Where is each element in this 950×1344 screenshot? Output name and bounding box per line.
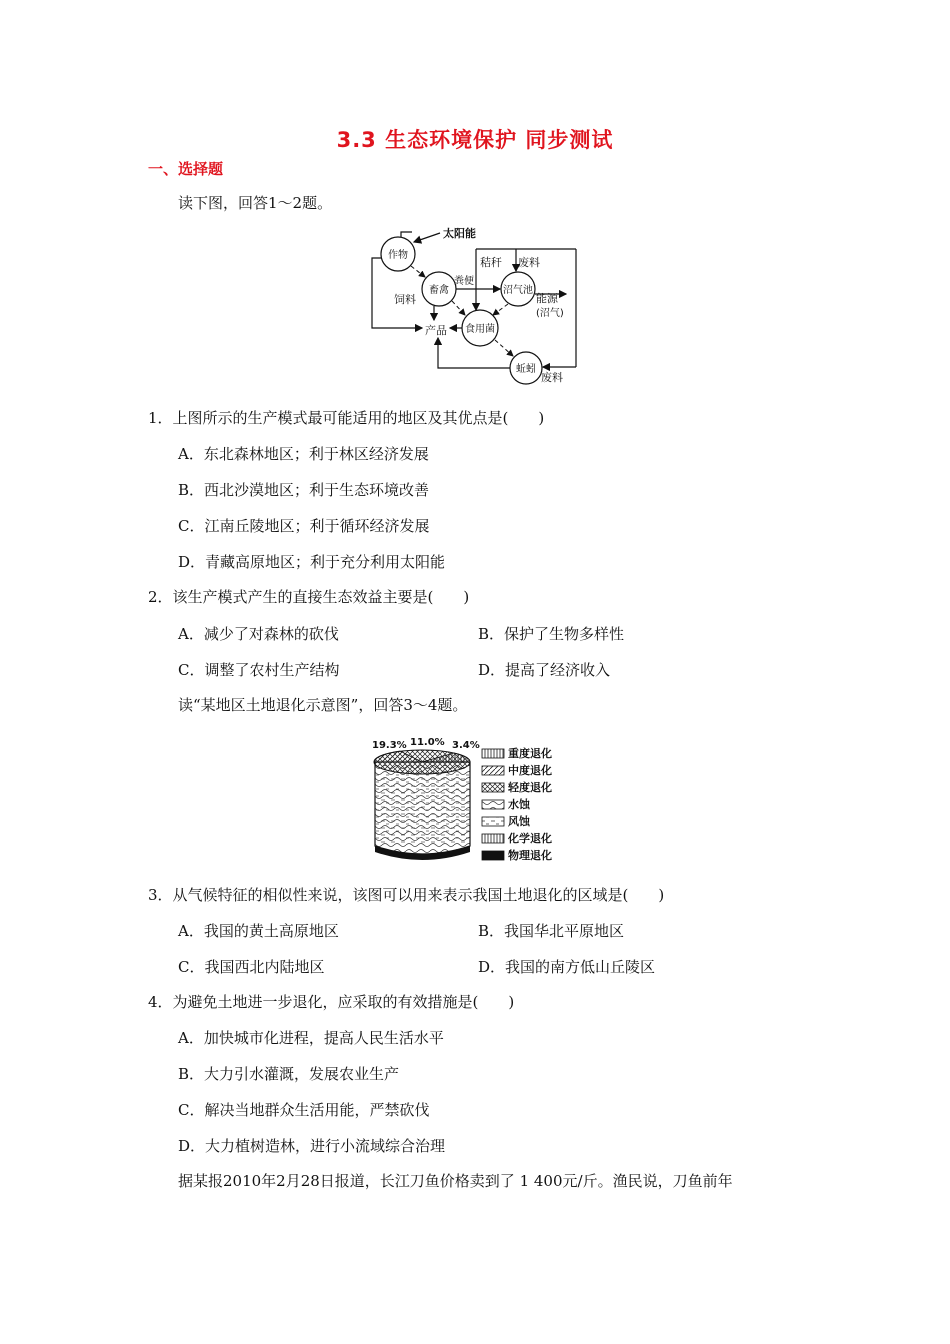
q3-option-a: A．我国的黄土高原地区: [178, 922, 339, 940]
legend-wind: 风蚀: [508, 815, 530, 828]
q4-option-b: B．大力引水灌溉，发展农业生产: [178, 1065, 400, 1083]
legend-swatch-chemical: [482, 834, 504, 843]
legend-moderate: 中度退化: [508, 764, 552, 777]
land-degradation-diagram: [370, 734, 570, 866]
legend-heavy: 重度退化: [508, 747, 552, 760]
biogas-label: (沼气): [536, 308, 564, 319]
earthworm-label: 蚯蚓: [516, 364, 536, 375]
crops-label: 作物: [388, 250, 408, 261]
energy-label: 能源: [536, 292, 558, 305]
q1-option-c: C．江南丘陵地区；利于循环经济发展: [178, 517, 430, 535]
feed-label: 饲料: [394, 293, 416, 306]
q2-option-d: D．提高了经济收入: [478, 661, 611, 679]
q1-option-a: A．东北森林地区；利于林区经济发展: [178, 445, 429, 463]
percent-light: 3.4%: [452, 740, 480, 751]
q2-option-c: C．调整了农村生产结构: [178, 661, 340, 679]
legend-light: 轻度退化: [508, 781, 552, 794]
legend-swatch-heavy: [482, 749, 504, 758]
section-heading: 一、选择题: [148, 160, 224, 178]
legend-chemical: 化学退化: [508, 832, 552, 845]
q1-option-d: D．青藏高原地区；利于充分利用太阳能: [178, 553, 446, 571]
straw-label: 秸秆: [480, 256, 502, 269]
biogas-pit-label: 沼气池: [503, 285, 533, 296]
intro-text-2: 读“某地区土地退化示意图”，回答3～4题。: [178, 696, 468, 714]
q4-option-d: D．大力植树造林，进行小流域综合治理: [178, 1137, 446, 1155]
legend-swatch-light: [482, 783, 504, 792]
waste-label-2: 废料: [541, 371, 563, 384]
question-4: 4．为避免土地进一步退化，应采取的有效措施是( ): [148, 993, 515, 1011]
percent-heavy: 19.3%: [372, 740, 407, 751]
q4-option-a: A．加快城市化进程，提高人民生活水平: [178, 1029, 444, 1047]
legend-swatch-wind: [482, 817, 504, 826]
question-1: 1．上图所示的生产模式最可能适用的地区及其优点是( ): [148, 409, 545, 427]
q1-option-b: B．西北沙漠地区；利于生态环境改善: [178, 481, 430, 499]
eco-cycle-diagram: [368, 222, 584, 386]
percent-moderate: 11.0%: [410, 737, 445, 748]
question-3: 3．从气候特征的相似性来说，该图可以用来表示我国土地退化的区域是( ): [148, 886, 665, 904]
q3-option-d: D．我国的南方低山丘陵区: [478, 958, 656, 976]
q4-option-c: C．解决当地群众生活用能，严禁砍伐: [178, 1101, 430, 1119]
q3-option-b: B．我国华北平原地区: [478, 922, 625, 940]
legend-swatch-physical: [482, 851, 504, 860]
products-label: 产品: [425, 324, 447, 337]
question-2: 2．该生产模式产生的直接生态效益主要是( ): [148, 588, 470, 606]
legend-physical: 物理退化: [508, 849, 552, 862]
q2-option-b: B．保护了生物多样性: [478, 625, 625, 643]
legend-water: 水蚀: [508, 798, 530, 811]
passage-text: 据某报2010年2月28日报道，长江刀鱼价格卖到了 1 400元/斤。渔民说，刀鱼前年: [178, 1172, 733, 1190]
waste-label-1: 废料: [518, 256, 540, 269]
page-title: 3.3 生态环境保护 同步测试: [336, 128, 614, 152]
manure-label: 粪便: [454, 276, 474, 287]
q2-option-a: A．减少了对森林的砍伐: [178, 625, 339, 643]
q3-option-c: C．我国西北内陆地区: [178, 958, 325, 976]
fungi-label: 食用菌: [465, 324, 495, 335]
legend-swatch-moderate: [482, 766, 504, 775]
legend-swatch-water: [482, 800, 504, 809]
sun-label: 太阳能: [443, 227, 476, 240]
livestock-label: 畜禽: [429, 285, 449, 296]
intro-text: 读下图，回答1～2题。: [178, 194, 333, 212]
